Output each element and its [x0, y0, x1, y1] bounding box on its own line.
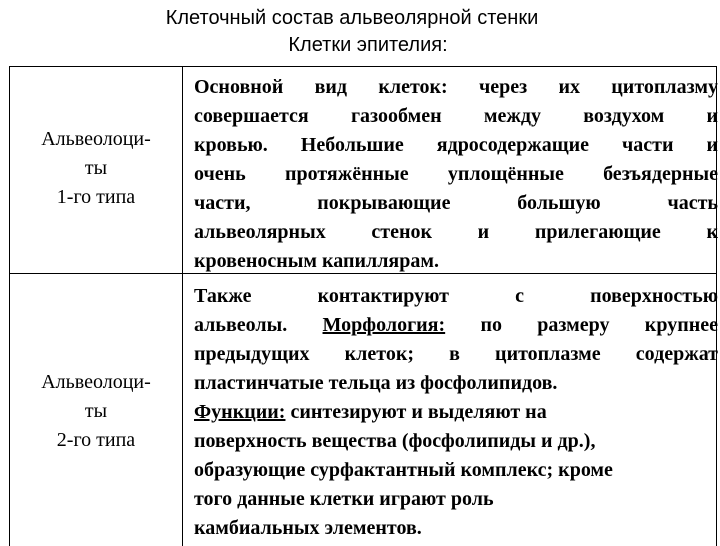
- row1-text-line: кровеносным капиллярам.: [194, 250, 439, 272]
- row2-text-line: образующие сурфактантный комплекс; кроме: [194, 459, 613, 481]
- slide-title: Клеточный состав альвеолярной стенки: [165, 7, 539, 29]
- row2-text-line: поверхность вещества (фосфолипиды и др.),: [194, 430, 596, 452]
- row2-text-fragment: синтезируют и выделяют на: [285, 401, 547, 423]
- row1-description: [194, 73, 718, 276]
- row1-label: [13, 125, 179, 212]
- row1-label-line: ты: [84, 157, 108, 179]
- row2-text-line: предыдущих клеток; в цитоплазме содержат: [194, 343, 718, 365]
- row1-text-line: альвеолярных стенок и прилегающие к: [194, 221, 718, 243]
- row2-text-fragment: альвеолы.: [194, 314, 323, 336]
- morphology-heading: Морфология:: [322, 314, 446, 336]
- row1-text-line: части, покрывающие большую часть: [194, 192, 718, 214]
- row2-description: [194, 282, 718, 543]
- table-top-border: [9, 66, 717, 67]
- row2-label-line: Альвеолоци-: [41, 371, 151, 393]
- row2-label-line: 2-го типа: [56, 429, 136, 451]
- row2-text-line: Также контактируют с поверхностью: [194, 285, 718, 307]
- row1-text-line: очень протяжённые уплощённые безъядерные: [194, 163, 718, 185]
- slide-subtitle: Клетки эпителия:: [288, 34, 448, 56]
- column-divider: [182, 66, 183, 546]
- row1-text-line: совершается газообмен между воздухом и: [194, 105, 718, 127]
- row2-text-line: камбиальных элементов.: [194, 517, 422, 539]
- row1-text-line: Основной вид клеток: через их цитоплазму: [194, 76, 718, 98]
- row2-text-line: пластинчатые тельца из фосфолипидов.: [194, 372, 558, 394]
- row2-text-line: [194, 398, 718, 427]
- functions-heading: Функции:: [194, 401, 286, 423]
- row1-label-line: Альвеолоци-: [41, 128, 151, 150]
- row1-text-line: кровью. Небольшие ядросодержащие части и: [194, 134, 718, 156]
- table-left-border: [9, 66, 10, 546]
- row2-label: [13, 368, 179, 455]
- cell-types-table: [9, 66, 717, 546]
- row2-label-line: ты: [84, 400, 108, 422]
- row2-text-fragment: по размеру крупнее: [445, 314, 718, 336]
- row1-label-line: 1-го типа: [56, 186, 136, 208]
- row2-text-line: [194, 311, 718, 340]
- row2-text-line: того данные клетки играют роль: [194, 488, 494, 510]
